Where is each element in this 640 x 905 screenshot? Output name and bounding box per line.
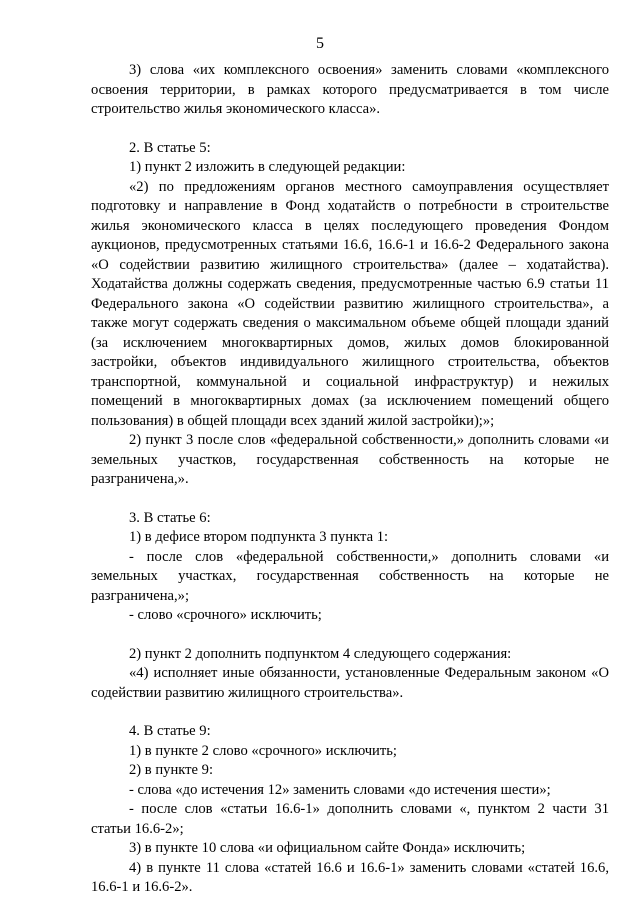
paragraph: 1) в дефисе втором подпункта 3 пункта 1: [129,529,389,545]
paragraph: 2) в пункте 9: [129,762,214,778]
paragraph: - слово «срочного» исключить; [129,607,322,623]
paragraph: 4) в пункте 11 слова «статей 16.6 и 16.6-1» заменить словами «статей 16.6, 16.6-1 и 16.6-2». [91,859,609,895]
paragraph: 4. В статье 9: [129,723,211,739]
paragraph: - после слов «статьи 16.6-1» дополнить словами «, пунктом 2 части 31 статьи 16.6-2»; [91,801,609,837]
paragraph: 3) слова «их комплексного освоения» заменить словами «комплексного освоения территории, в рамках которого предусматривается в том числе строительство жилья экономического класса». [91,62,609,117]
paragraph: 2) пункт 2 дополнить подпунктом 4 следующего содержания: [129,645,512,662]
page-number: 5 [316,35,324,52]
paragraph: 1) пункт 2 изложить в следующей редакции: [129,159,406,175]
paragraph: «2) по предложениям органов местного самоуправления осуществляет подготовку и направление в Фонд ходатайств о потребности в строительстве жилья экономического класса в целях последующего проведения Фондом аукционов, предусмотренных статьями 16.6, 16.6-1 и 16.6-2 Федерального закона «О содействии развитию жилищного строительства» (далее – ходатайства). Ходатайства должны содержать сведения, предусмотренные частью 6.9 статьи 11 Федерального закона «О содействии развитию жилищного строительства», а также могут содержать сведения о максимальном объеме общей площади зданий (за исключением многоквартирных домов, жилых домов блокированной застройки, объектов индивидуального жилищного строительства, объектов транспортной, коммунальной и социальной инфраструктур) и нежилых помещений в многоквартирных домах (за исключением помещений общего пользования) в общей площади всех зданий жилой застройки);»; [91,178,609,429]
paragraph: 2) пункт 3 после слов «федеральной собственности,» дополнить словами «и земельных участков, государственная собственность на которые не разграничена,». [91,432,609,487]
document-body [91,61,609,898]
paragraph: 3. В статье 6: [129,509,211,526]
paragraph: - слова «до истечения 12» заменить словами «до истечения шести»; [129,781,551,798]
paragraph: 1) в пункте 2 слово «срочного» исключить; [129,742,397,759]
paragraph: 2. В статье 5: [129,139,211,156]
paragraph: 3) в пункте 10 слова «и официальном сайте Фонда» исключить; [129,840,526,856]
paragraph: - после слов «федеральной собственности,» дополнить словами «и земельных участках, государственная собственность на которые не разграничена,»; [91,548,609,604]
paragraph: «4) исполняет иные обязанности, установленные Федеральным законом «О содействии развитию жилищного строительства». [91,665,609,701]
